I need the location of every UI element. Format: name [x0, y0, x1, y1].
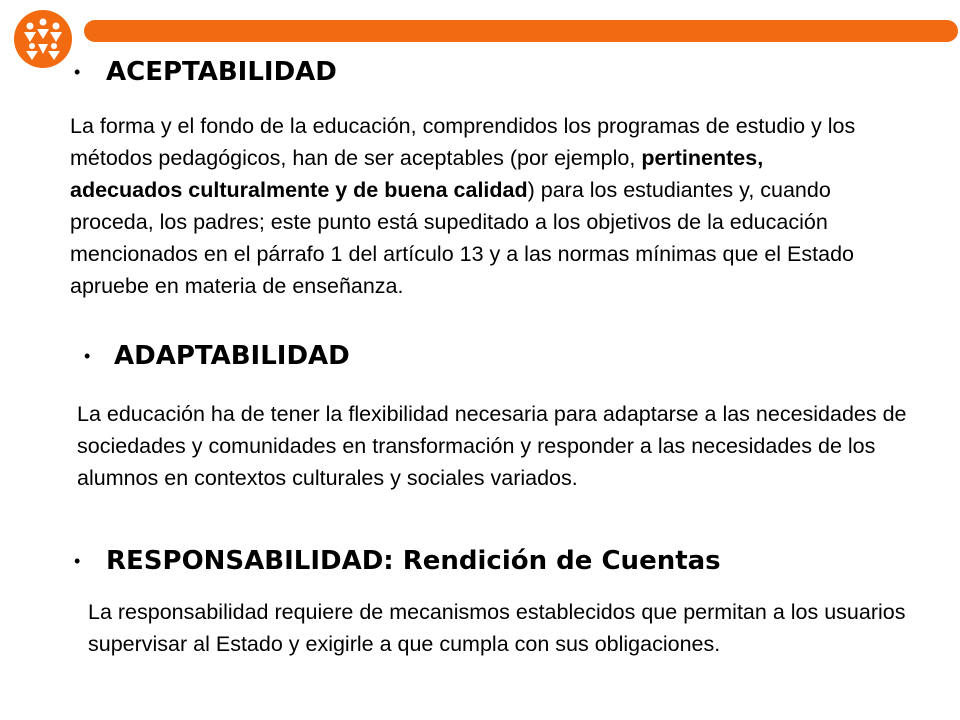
- text-part: ) para los estudiantes y, cuando proceda, los padres; este punto está supeditado a los objetivos de la educación mencionados en el párrafo 1 del artículo 13 y a las normas mínimas que el Estado apruebe en materia de enseñanza.: [70, 178, 854, 298]
- section-text-adaptabilidad: La educación ha de tener la flexibilidad necesaria para adaptarse a las necesidades de sociedades y comunidades en transformación y responder a las necesidades de los alumnos en contextos culturales y sociales variados.: [77, 402, 907, 490]
- bullet-icon: •: [84, 346, 91, 366]
- logo-icon: [12, 8, 74, 70]
- section-heading-responsabilidad: RESPONSABILIDAD: Rendición de Cuentas: [106, 546, 721, 576]
- header-accent-bar: [84, 20, 958, 42]
- section-heading-adaptabilidad: ADAPTABILIDAD: [114, 341, 350, 371]
- section-heading-aceptabilidad: ACEPTABILIDAD: [106, 57, 337, 87]
- section-text-responsabilidad: La responsabilidad requiere de mecanismos establecidos que permitan a los usuarios supervisar al Estado y exigirle a que cumpla con sus obligaciones.: [88, 600, 906, 656]
- bullet-icon: •: [74, 551, 81, 571]
- section-text-aceptabilidad: [70, 110, 870, 302]
- bullet-icon: •: [74, 62, 81, 82]
- text-emphasis: pertinentes, adecuados culturalmente y de buena calidad: [70, 146, 764, 202]
- text-part: La forma y el fondo de la educación, comprendidos los programas de estudio y los métodos pedagógicos, han de ser aceptables (por ejemplo,: [70, 114, 856, 170]
